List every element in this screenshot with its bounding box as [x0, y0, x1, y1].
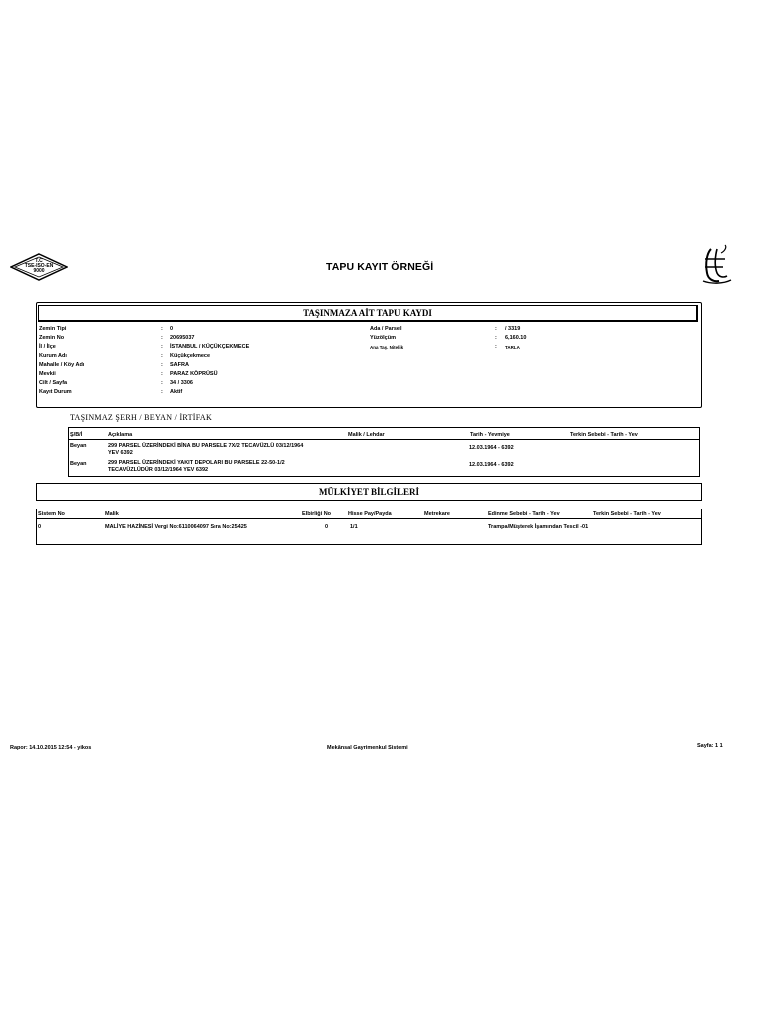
owner: MALİYE HAZİNESİ Vergi No:6110064097 Sıra No:25425 [105, 524, 247, 530]
annotation-date: 12.03.1964 - 6392 [469, 462, 514, 468]
field-value: 6,160.10 [505, 335, 527, 341]
field-value: Aktif [170, 389, 183, 395]
field-colon: : [495, 344, 497, 350]
field-value: PARAZ KÖPRÜSÜ [170, 371, 218, 377]
acquisition-reason: Trampa/Müşterek İşamından Tescil -01 [488, 524, 589, 530]
field-colon: : [495, 326, 497, 332]
field-colon: : [161, 371, 163, 377]
column-header: Ş/B/İ [70, 432, 83, 438]
field-colon: : [161, 389, 163, 395]
field-value: SAFRA [170, 362, 189, 368]
field-colon: : [161, 380, 163, 386]
system-no: 0 [38, 524, 42, 530]
field-value: 0 [170, 326, 174, 332]
field-value: 34 / 3306 [170, 380, 193, 386]
logo-line-2: TSE-ISO-EN [24, 263, 54, 269]
column-header: Metrekare [424, 511, 450, 517]
field-colon: : [161, 362, 163, 368]
field-value: TARLA [505, 345, 520, 350]
column-header: Elbirliği No [302, 511, 332, 517]
annotation-description: 299 PARSEL ÜZERİNDEKİ BİNA BU PARSELE 7X/2 TECAVÜZLÜ 03/12/1964 [108, 443, 304, 449]
column-header: Açıklama [108, 432, 133, 438]
annotation-type: Beyan [70, 443, 87, 449]
field-label: Yüzölçüm [370, 335, 396, 341]
annotations-header-divider [68, 439, 700, 440]
column-header: Hisse Pay/Payda [348, 511, 392, 517]
ownership-header-divider [36, 518, 702, 519]
field-value: İSTANBUL / KÜÇÜKÇEKMECE [170, 344, 250, 350]
annotation-description: 299 PARSEL ÜZERİNDEKİ YAKIT DEPOLARI BU PARSELE 22-50-1/2 [108, 460, 285, 466]
annotations-heading: TAŞINMAZ ŞERH / BEYAN / İRTİFAK [70, 413, 213, 422]
field-colon: : [161, 326, 163, 332]
column-header: Tarih - Yevmiye [470, 432, 510, 438]
field-label: Zemin No [39, 335, 65, 341]
property-record-title-bar [38, 305, 698, 322]
logo-line-1: T.C [35, 258, 43, 264]
field-colon: : [161, 335, 163, 341]
field-label: İl / İlçe [39, 344, 56, 350]
field-label: Kurum Adı [39, 353, 67, 359]
ownership-title-bar [36, 483, 702, 501]
logo-line-3: 9000 [33, 268, 45, 274]
annotation-description-cont: TECAVÜZLÜDÜR 03/12/1964 YEV 6392 [108, 467, 209, 473]
field-value: 20695037 [170, 335, 195, 341]
column-header: Terkin Sebebi - Tarih - Yev [593, 511, 661, 517]
annotation-description-cont: YEV 6392 [108, 450, 133, 456]
field-label: Cilt / Sayfa [39, 380, 68, 386]
column-header: Terkin Sebebi - Tarih - Yev [570, 432, 638, 438]
field-value: Küçükçekmece [170, 353, 211, 359]
field-colon: : [161, 353, 163, 359]
field-label: Zemin Tipi [39, 326, 67, 332]
field-label: Mahalle / Köy Adı [39, 362, 85, 368]
annotation-type: Beyan [70, 461, 87, 467]
column-header: Sistem No [38, 511, 65, 517]
joint-ownership-no: 0 [325, 524, 329, 530]
system-name: Mekânsal Gayrimenkul Sistemi [327, 745, 408, 751]
tse-logo [10, 253, 68, 281]
property-record-title: TAŞINMAZA AİT TAPU KAYDI [303, 308, 432, 318]
field-value: / 3319 [505, 326, 521, 332]
field-label: Kayıt Durum [39, 389, 72, 395]
document-title: TAPU KAYIT ÖRNEĞİ [326, 261, 434, 273]
field-label: Ana Taş. Nitelik [370, 345, 404, 350]
column-header: Malik / Lehdar [348, 432, 385, 438]
column-header: Edinme Sebebi - Tarih - Yev [488, 511, 560, 517]
column-header: Malik [105, 511, 119, 517]
field-label: Ada / Parsel [370, 326, 402, 332]
report-timestamp: Rapor: 14.10.2015 12:54 - yikos [10, 745, 92, 751]
field-colon: : [161, 344, 163, 350]
field-colon: : [495, 335, 497, 341]
share: 1/1 [350, 524, 358, 530]
tkgm-emblem-icon [697, 243, 733, 285]
page-number: Sayfa: 1 1 [697, 743, 723, 749]
field-label: Mevkii [39, 371, 56, 377]
ownership-title: MÜLKİYET BİLGİLERİ [318, 487, 420, 497]
annotation-date: 12.03.1964 - 6392 [469, 445, 514, 451]
